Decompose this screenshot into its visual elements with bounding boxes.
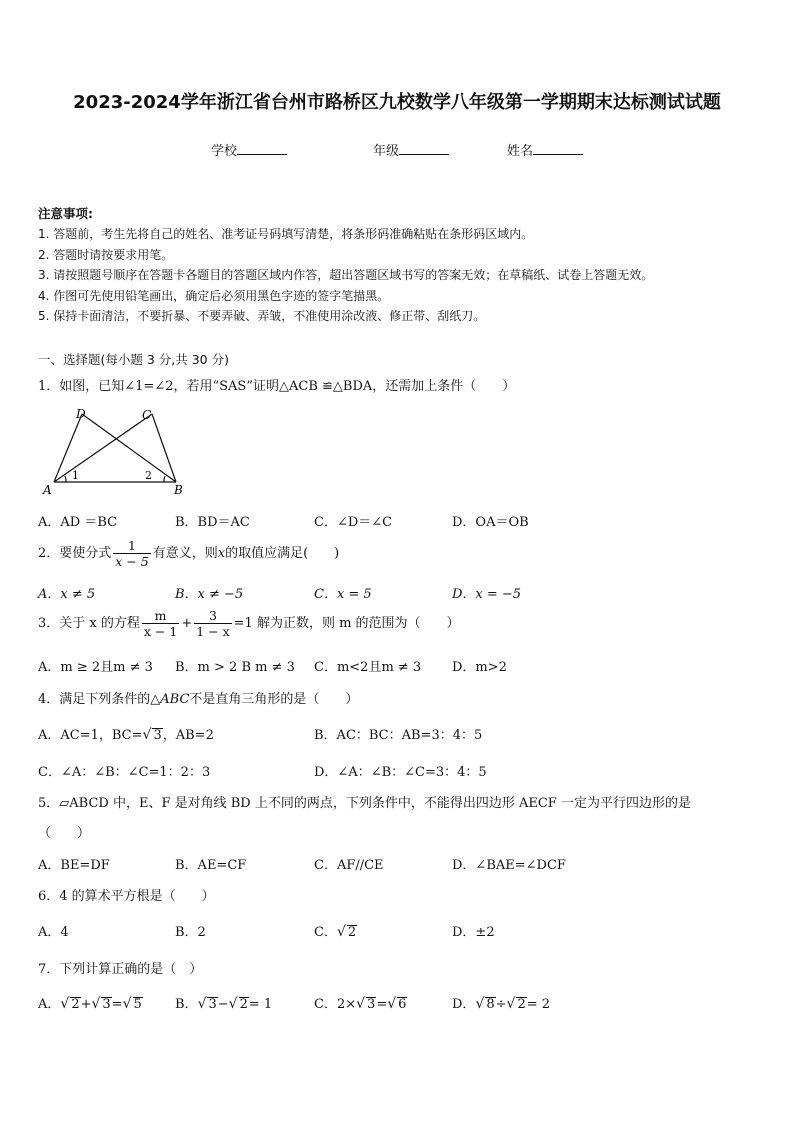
question-1-stem: 1．如图，已知∠1=∠2，若用“SAS”证明△ACB ≌△BDA，还需加上条件（ ） xyxy=(38,379,516,394)
document-title: 2023-2024学年浙江省台州市路桥区九校数学八年级第一学期期末达标测试试题 xyxy=(73,92,721,113)
q2-option-b[interactable]: B．x ≠ −5 xyxy=(175,587,244,602)
q7-optA-r2: 3 xyxy=(102,997,111,1012)
note-item: 4. 作图可先使用铅笔画出，确定后必须用黑色字迹的签字笔描黑。 xyxy=(38,289,390,303)
q7-optB-minus: − xyxy=(217,997,229,1012)
radical-icon: √ xyxy=(336,924,346,940)
q6-option-c[interactable] xyxy=(314,921,357,940)
q7-optC-eq: = xyxy=(376,997,388,1012)
question-3-stem xyxy=(38,608,460,639)
q3-f1-den: x − 1 xyxy=(143,624,178,639)
q2-option-d[interactable]: D．x = −5 xyxy=(452,587,522,602)
note-item: 1. 答题前，考生先将自己的姓名、准考证号码填写清楚，将条形码准确粘贴在条形码区域内。 xyxy=(38,227,534,241)
grade-field[interactable] xyxy=(373,140,449,159)
q6-option-a[interactable]: A．4 xyxy=(38,925,69,940)
q7-optC-r1: 3 xyxy=(367,997,376,1012)
q7-optA-r1: 2 xyxy=(71,997,80,1012)
section-heading: 一、选择题(每小题 3 分,共 30 分) xyxy=(38,352,229,367)
q3-f2-num: 3 xyxy=(194,608,231,624)
radical-icon: √ xyxy=(197,996,207,1012)
question-7-stem: 7．下列计算正确的是（ ） xyxy=(38,962,203,977)
name-field[interactable] xyxy=(507,140,583,159)
q3-option-c[interactable]: C．m<2且m ≠ 3 xyxy=(314,660,422,675)
label-B: B xyxy=(174,483,183,497)
q2-var: x xyxy=(217,546,226,561)
note-item: 2. 答题时请按要求用笔。 xyxy=(38,248,174,262)
q5-option-a[interactable]: A．BE=DF xyxy=(38,858,110,873)
note-item: 3. 请按照题号顺序在答题卡各题目的答题区域内作答，超出答题区域书写的答案无效；在草稿纸、试卷上答题无效。 xyxy=(38,268,654,282)
q7-optB-eq: = 1 xyxy=(248,997,273,1012)
q3-plus: + xyxy=(181,616,193,631)
q7-optC-r2: 6 xyxy=(398,997,407,1012)
q6-optC-label: C． xyxy=(314,925,337,940)
school-label: 学校 xyxy=(211,144,238,159)
q4-optA-rad: 3 xyxy=(153,728,162,743)
q2-frac-num: 1 xyxy=(113,538,150,554)
q6-option-d[interactable]: D．±2 xyxy=(452,925,495,940)
q2-suffix-a: 有意义，则 xyxy=(152,546,218,561)
q2-suffix-b: 的取值应满足( ) xyxy=(225,546,340,561)
radical-icon: √ xyxy=(356,996,366,1012)
label-D: D xyxy=(76,407,86,421)
q4-optA-b: ，AB=2 xyxy=(162,728,214,743)
q7-optD-label: D． xyxy=(452,997,476,1012)
q5-option-c[interactable]: C．AF//CE xyxy=(314,858,384,873)
q4-stem-a: 4．满足下列条件的△ xyxy=(38,692,161,707)
q7-option-b[interactable] xyxy=(175,993,272,1012)
grade-label: 年级 xyxy=(373,144,400,159)
radical-icon: √ xyxy=(228,996,238,1012)
q4-option-a[interactable] xyxy=(38,724,214,743)
triangle-figure xyxy=(40,402,190,497)
label-angle-2: 2 xyxy=(145,469,152,482)
grade-blank xyxy=(399,142,449,155)
q1-option-d[interactable]: D．OA＝OB xyxy=(452,515,529,530)
question-5-stem: 5．▱ABCD 中，E、F 是对角线 BD 上不同的两点，下列条件中，不能得出四边形 AECF 一定为平行四边形的是 xyxy=(38,796,691,811)
school-blank xyxy=(237,142,287,155)
q3-option-b[interactable]: B．m > 2 B m ≠ 3 xyxy=(175,660,295,675)
q7-optA-eq: = xyxy=(111,997,123,1012)
q7-option-d[interactable] xyxy=(452,993,550,1012)
q2-option-c[interactable]: C．x = 5 xyxy=(314,587,372,602)
school-field[interactable] xyxy=(211,140,287,159)
q3-prefix: 3．关于 x 的方程 xyxy=(38,616,140,631)
q1-option-b[interactable]: B．BD＝AC xyxy=(175,515,250,530)
q7-optC-a: 2× xyxy=(336,997,357,1012)
q2-option-a[interactable]: A．x ≠ 5 xyxy=(38,587,96,602)
q7-optB-r1: 3 xyxy=(208,997,217,1012)
radical-icon: √ xyxy=(142,727,152,743)
q5-option-d[interactable]: D．∠BAE=∠DCF xyxy=(452,858,566,873)
q4-stem-b: 不是直角三角形的是（ ） xyxy=(189,692,359,707)
q3-option-d[interactable]: D．m>2 xyxy=(452,660,507,675)
q1-option-c[interactable]: C．∠D＝∠C xyxy=(314,515,393,530)
q7-option-a[interactable] xyxy=(38,993,143,1012)
question-2-stem xyxy=(38,538,339,569)
question-4-stem xyxy=(38,688,358,707)
q7-optA-r3: 5 xyxy=(133,997,142,1012)
radical-icon: √ xyxy=(506,996,516,1012)
q7-optD-eq: = 2 xyxy=(526,997,551,1012)
label-C: C xyxy=(142,408,152,422)
q7-optB-r2: 2 xyxy=(239,997,248,1012)
notes-heading: 注意事项: xyxy=(38,206,93,221)
q5-option-b[interactable]: B．AE=CF xyxy=(175,858,247,873)
question-6-stem: 6．4 的算术平方根是（ ） xyxy=(38,889,215,904)
q7-optD-r2: 2 xyxy=(517,997,526,1012)
q1-option-a[interactable]: A．AD ＝BC xyxy=(38,515,118,530)
q3-fraction-1 xyxy=(142,608,179,639)
q3-suffix: =1 解为正数，则 m 的范围为（ ） xyxy=(233,616,460,631)
q2-frac-den: x − 5 xyxy=(115,554,149,569)
q7-option-c[interactable] xyxy=(314,993,407,1012)
q6-optC-rad: 2 xyxy=(347,925,357,940)
q4-option-c[interactable]: C．∠A：∠B：∠C=1：2：3 xyxy=(38,765,211,780)
q3-option-a[interactable]: A．m ≥ 2且m ≠ 3 xyxy=(38,660,153,675)
q7-optD-r1: 8 xyxy=(486,997,495,1012)
radical-icon: √ xyxy=(475,996,485,1012)
name-label: 姓名 xyxy=(507,144,534,159)
q3-f2-den: 1 − x xyxy=(196,624,230,639)
note-item: 5. 保持卡面清洁，不要折暴、不要弄破、弄皱，不准使用涂改液、修正带、刮纸刀。 xyxy=(38,309,486,323)
q2-prefix: 2．要使分式 xyxy=(38,546,112,561)
label-angle-1: 1 xyxy=(72,469,79,482)
radical-icon: √ xyxy=(387,996,397,1012)
q3-f1-num: m xyxy=(142,608,179,624)
q6-option-b[interactable]: B．2 xyxy=(175,925,206,940)
q2-fraction xyxy=(113,538,150,569)
radical-icon: √ xyxy=(60,996,70,1012)
q7-optA-plus: + xyxy=(80,997,92,1012)
question-5-stem-cont: （ ） xyxy=(38,826,91,841)
q7-optB-label: B． xyxy=(175,997,198,1012)
label-A: A xyxy=(43,483,52,497)
q4-option-d[interactable]: D．∠A：∠B：∠C=3：4：5 xyxy=(314,765,487,780)
q4-option-b[interactable]: B．AC：BC：AB=3：4：5 xyxy=(314,728,483,743)
q7-optD-div: ÷ xyxy=(495,997,507,1012)
name-blank xyxy=(533,142,583,155)
q4-stem-var: ABC xyxy=(160,692,190,707)
radical-icon: √ xyxy=(91,996,101,1012)
q3-fraction-2 xyxy=(194,608,231,639)
q7-optA-label: A． xyxy=(38,997,61,1012)
q7-optC-label: C． xyxy=(314,997,337,1012)
radical-icon: √ xyxy=(122,996,132,1012)
q4-optA-a: A．AC=1，BC= xyxy=(38,728,143,743)
